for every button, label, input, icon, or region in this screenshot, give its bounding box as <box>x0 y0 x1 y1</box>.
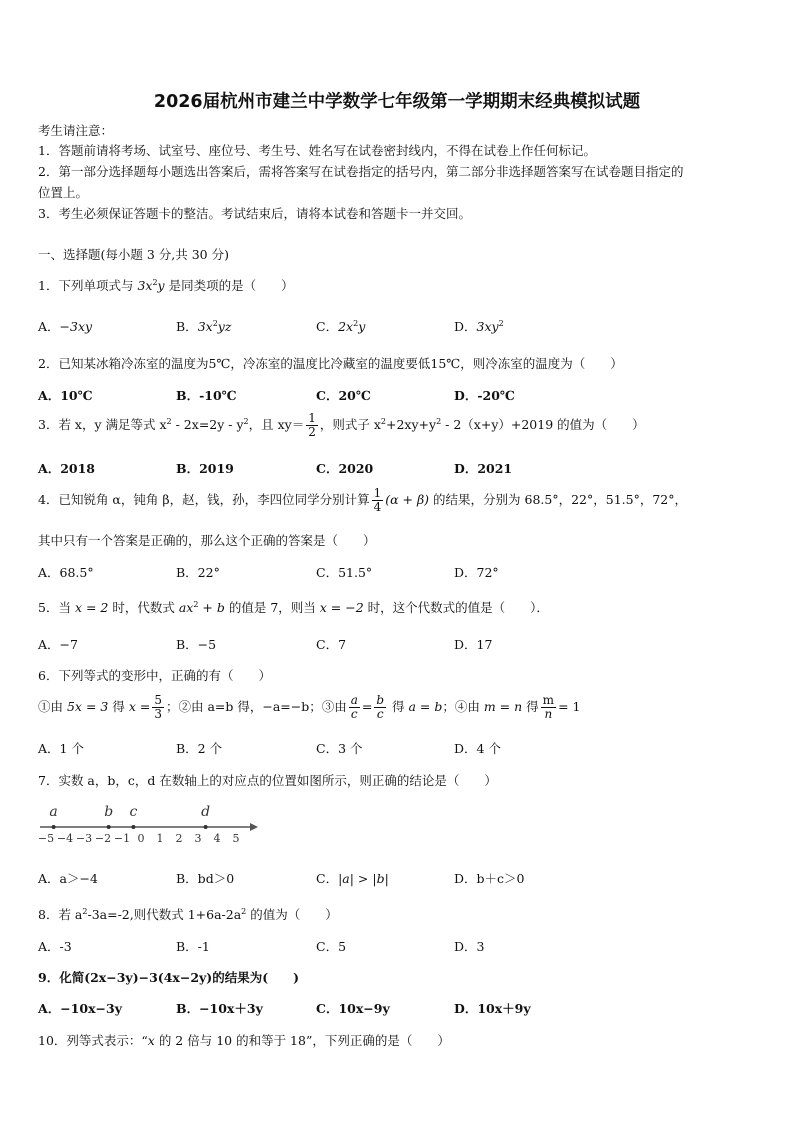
question-4-option-c: C．51.5° <box>316 565 373 580</box>
question-7-stem: 7．实数 a，b，c，d 在数轴上的对应点的位置如图所示，则正确的结论是（ ） <box>38 773 497 788</box>
fraction-a-c: $\frac{a}{c}$ <box>350 693 358 721</box>
question-5-option-b: B．−5 <box>176 637 217 652</box>
number-line-point-c <box>131 825 135 829</box>
section-heading: 一、选择题(每小题 3 分,共 30 分) <box>38 247 229 262</box>
question-1-option-c: C．$2x^2y$ <box>316 319 366 334</box>
question-5-option-d: D．17 <box>454 637 493 652</box>
number-line-letter-b: b <box>104 804 114 820</box>
question-3-option-b: B．2019 <box>176 461 234 476</box>
question-7-option-a: A．a＞−4 <box>38 871 98 886</box>
number-line-tick-label: 1 <box>156 832 164 845</box>
question-2-option-a: A．10℃ <box>38 388 93 403</box>
question-5-option-a: A．−7 <box>38 637 78 652</box>
question-1-option-d: D．$3xy^2$ <box>454 319 504 334</box>
number-line-tick-label: 2 <box>175 832 183 845</box>
question-6-option-d: D．4 个 <box>454 741 501 756</box>
question-4-stem: 4．已知锐角 α，钝角 β，赵，钱，孙，李四位同学分别计算 $\frac{1}{4}$ (α + β) 的结果，分别为 68.5°，22°，51.5°，72°， <box>38 486 687 514</box>
number-line-letter-d: d <box>201 804 211 820</box>
question-1-option-b: B．$3x^2yz$ <box>176 319 232 334</box>
notice-item-3: 3．考生必须保证答题卡的整洁。考试结束后，请将本试卷和答题卡一并交回。 <box>38 206 471 221</box>
question-7-option-d: D．b＋c＞0 <box>454 871 525 886</box>
question-3-option-d: D．2021 <box>454 461 513 476</box>
number-line-tick-label: −4 <box>56 832 74 845</box>
question-5-option-c: C．7 <box>316 637 347 652</box>
question-6-option-c: C．3 个 <box>316 741 363 756</box>
question-1-option-a: A．−3xy <box>38 319 93 334</box>
number-line-tick-label: −2 <box>94 832 112 845</box>
number-line-letter-c: c <box>129 804 138 820</box>
number-line-tick-label: 3 <box>194 832 202 845</box>
number-line-figure <box>36 800 262 850</box>
number-line-tick-label: −1 <box>113 832 131 845</box>
question-9-option-a: A．−10x−3y <box>38 1001 122 1016</box>
question-2-option-b: B．-10℃ <box>176 388 237 403</box>
question-3-stem: 3．若 x，y 满足等式 $x^2 - 2x=2y - y^2$，且 xy＝ $\frac{1}{2}$ ，则式子 $x^2+2xy+y^2 - 2(x+y)+2019$ 的值为（ ） <box>38 411 645 439</box>
question-3-option-c: C．2020 <box>316 461 374 476</box>
number-line-tick-label: −5 <box>37 832 55 845</box>
number-line-tick-label: 4 <box>213 832 221 845</box>
notice-item-2: 2．第一部分选择题每小题选出答案后，需将答案写在试卷指定的括号内，第二部分非选择题答案写在试卷题目指定的 <box>38 164 684 179</box>
question-1-stem: 1．下列单项式与 $3x^2y$ 是同类项的是（ ） <box>38 278 294 293</box>
question-8-option-c: C．5 <box>316 939 347 954</box>
question-6-option-a: A．1 个 <box>38 741 84 756</box>
notice-item-2-cont: 位置上。 <box>38 185 89 200</box>
question-2-option-c: C．20℃ <box>316 388 371 403</box>
question-8-stem: 8．若 $a^2-3a=-2$,则代数式 $1+6a-2a^2$ 的值为（ ） <box>38 907 338 922</box>
fraction-one-half: $\frac{1}{2}$ <box>308 411 316 439</box>
question-7-option-c: C．|a| > |b| <box>316 871 389 886</box>
number-line-point-b <box>107 825 111 829</box>
question-10-stem: 10．列等式表示：“x 的 2 倍与 10 的和等于 18”，下列正确的是（ ） <box>38 1033 450 1048</box>
question-8-option-a: A．-3 <box>38 939 72 954</box>
notice-item-1: 1．答题前请将考场、试室号、座位号、考生号、姓名写在试卷密封线内，不得在试卷上作任何标记。 <box>38 143 596 158</box>
question-9-option-b: B．−10x＋3y <box>176 1001 263 1016</box>
page-title: 2026届杭州市建兰中学数学七年级第一学期期末经典模拟试题 <box>153 92 641 112</box>
question-8-option-d: D．3 <box>454 939 485 954</box>
question-2-option-d: D．-20℃ <box>454 388 515 403</box>
question-2-stem: 2．已知某冰箱冷冻室的温度为5℃，冷冻室的温度比冷藏室的温度要低15℃，则冷冻室的温度为（ ） <box>38 356 623 371</box>
question-5-stem: 5．当 x = 2 时，代数式 $ax^2 + b$ 的值是 7，则当 x = −2 时，这个代数式的值是（ ）． <box>38 600 549 615</box>
question-6-option-b: B．2 个 <box>176 741 223 756</box>
fraction-one-quarter: $\frac{1}{4}$ <box>373 486 382 514</box>
number-line-point-d <box>204 825 208 829</box>
question-8-option-b: B．-1 <box>176 939 210 954</box>
fraction-5-3: $\frac{5}{3}$ <box>154 693 162 721</box>
notice-heading: 考生请注意： <box>38 123 114 138</box>
fraction-m-n: $\frac{m}{n}$ <box>542 693 555 721</box>
number-line-letter-a: a <box>49 804 58 820</box>
fraction-b-c: $\frac{b}{c}$ <box>376 693 385 721</box>
number-line-tick-label: −3 <box>75 832 93 845</box>
number-line-point-a <box>52 825 56 829</box>
question-9-stem: 9．化简(2x−3y)−3(4x−2y)的结果为( ) <box>38 970 300 985</box>
question-6-statements: ①由 5x = 3 得 x = $\frac{5}{3}$ ；②由 a=b 得，−a=−b；③由 $\frac{a}{c}$ = $\frac{b}{c}$ 得 a = b；④由 m = n 得 $\frac{m}{n}$ = 1 <box>38 693 581 721</box>
question-7-option-b: B．bd＞0 <box>176 871 235 886</box>
question-9-option-c: C．10x−9y <box>316 1001 390 1016</box>
number-line-tick-label: 0 <box>137 832 145 845</box>
question-4-option-a: A．68.5° <box>38 565 94 580</box>
question-4-option-d: D．72° <box>454 565 499 580</box>
question-3-option-a: A．2018 <box>38 461 95 476</box>
question-9-option-d: D．10x＋9y <box>454 1001 531 1016</box>
number-line-arrow <box>250 823 258 831</box>
question-4-stem-cont: 其中只有一个答案是正确的，那么这个正确的答案是（ ） <box>38 533 376 548</box>
question-6-stem: 6．下列等式的变形中，正确的有（ ） <box>38 668 271 683</box>
number-line-tick-label: 5 <box>232 832 240 845</box>
question-4-option-b: B．22° <box>176 565 220 580</box>
